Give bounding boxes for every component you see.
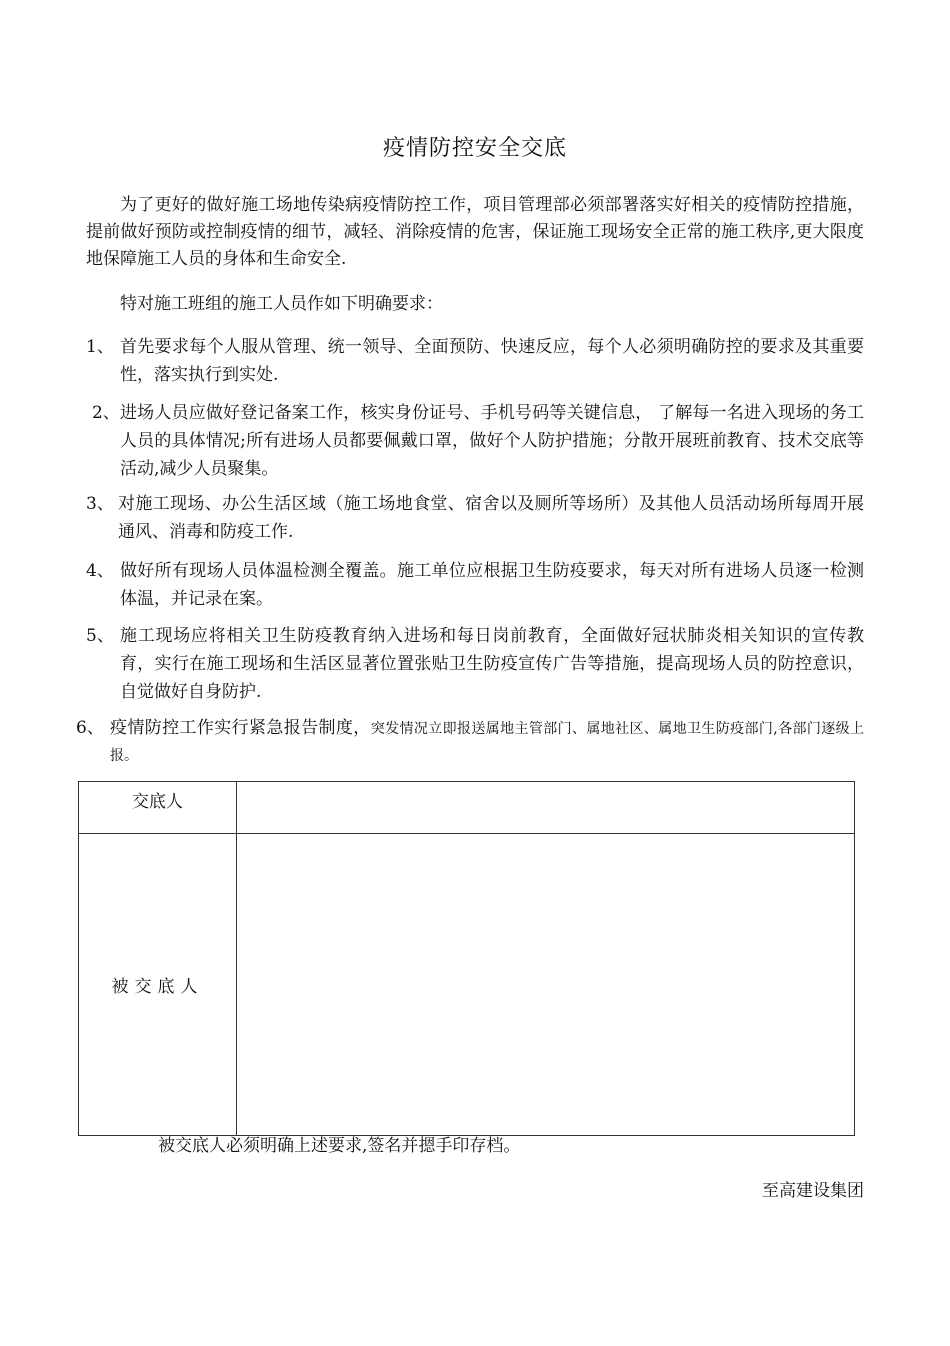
item-text: 施工现场应将相关卫生防疫教育纳入进场和每日岗前教育，全面做好冠状肺炎相关知识的宣传教育，实行在施工现场和生活区显著位置张贴卫生防疫宣传广告等措施，提高现场人员的防控意识，自觉做好自身防护. (120, 626, 864, 702)
table-row (79, 782, 855, 834)
briefer-label: 交底人 (79, 782, 237, 834)
requirement-item (92, 399, 864, 483)
requirement-item (86, 622, 864, 706)
item-number: 3、 (86, 494, 114, 514)
requirement-item (86, 557, 864, 613)
item-number: 1、 (86, 337, 114, 357)
item-text: 进场人员应做好登记备案工作，核实身份证号、手机号码等关键信息， 了解每一名进入现场的务工人员的具体情况;所有进场人员都要佩戴口罩，做好个人防护措施；分散开展班前教育、技术交底等活动,减少人员聚集。 (120, 403, 864, 479)
item-text: 对施工现场、办公生活区域（施工场地食堂、宿舍以及厕所等场所）及其他人员活动场所每周开展通风、消毒和防疫工作. (118, 494, 864, 542)
organization-name: 至高建设集团 (762, 1181, 864, 1201)
item-number: 5、 (86, 626, 114, 646)
item-text-main: 疫情防控工作实行紧急报告制度， (110, 718, 371, 738)
item-number: 2、 (92, 403, 120, 423)
recipient-signature-cell[interactable] (237, 834, 855, 1136)
document-title: 疫情防控安全交底 (382, 136, 567, 161)
item-number: 4、 (86, 561, 114, 581)
signature-table (78, 781, 855, 1136)
item-text: 做好所有现场人员体温检测全覆盖。施工单位应根据卫生防疫要求，每天对所有进场人员逐一检测体温，并记录在案。 (120, 561, 864, 609)
table-row (79, 834, 855, 1136)
requirement-item (76, 715, 864, 769)
item-text: 首先要求每个人服从管理、统一领导、全面预防、快速反应，每个人必须明确防控的要求及其重要性，落实执行到实处. (120, 337, 864, 385)
requirement-item (86, 333, 864, 389)
requirement-item (86, 490, 864, 546)
item-text (76, 715, 864, 769)
recipient-label: 被交底人 (79, 834, 237, 1136)
intro-paragraph: 为了更好的做好施工场地传染病疫情防控工作，项目管理部必须部署落实好相关的疫情防控措施，提前做好预防或控制疫情的细节，减轻、消除疫情的危害，保证施工现场安全正常的施工秩序,更大限度地保障施工人员的身体和生命安全. (86, 195, 864, 269)
briefer-signature-cell[interactable] (237, 782, 855, 834)
item-text-small: 突发情况立即报送属地主管部门、属地社区、属地卫生防疫部门,各部门逐级上报。 (110, 721, 865, 764)
lead-paragraph: 特对施工班组的施工人员作如下明确要求： (120, 294, 443, 314)
signature-note: 被交底人必须明确上述要求,签名并摁手印存档。 (158, 1136, 521, 1156)
item-number: 6、 (76, 718, 104, 738)
